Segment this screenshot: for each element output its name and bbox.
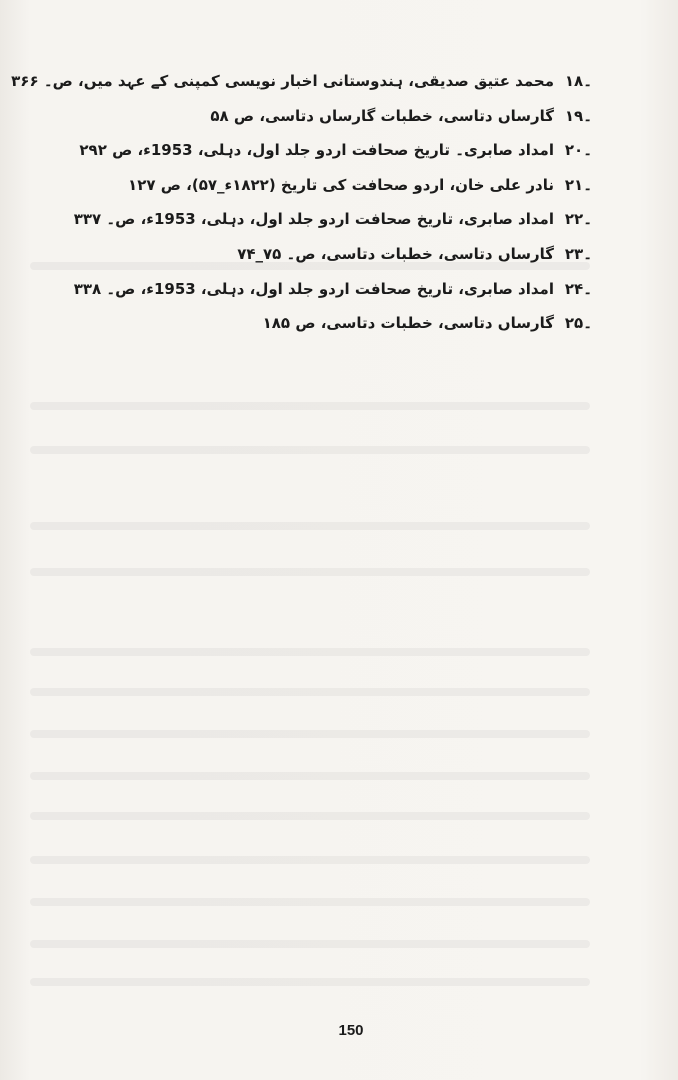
endnote-number: ۲۴۔ — [564, 279, 592, 298]
show-through-line — [30, 648, 590, 656]
endnote-item — [72, 314, 592, 349]
endnote-text: امداد صابری، تاریخ صحافت اردو جلد اول، دہلی، 1953ء، ص۔ ۳۳۸ — [73, 279, 554, 298]
show-through-line — [30, 522, 590, 530]
show-through-line — [30, 812, 590, 820]
endnote-text: امداد صابری، تاریخ صحافت اردو جلد اول، دہلی، 1953ء، ص۔ ۳۳۷ — [73, 210, 554, 229]
endnote-text: گارساں دتاسی، خطبات گارساں دتاسی، ص ۵۸ — [210, 106, 554, 125]
endnote-text: گارساں دتاسی، خطبات دتاسی، ص۔ ۷۵_۷۴ — [237, 244, 554, 263]
show-through-line — [30, 856, 590, 864]
endnote-number: ۲۵۔ — [564, 314, 592, 333]
endnote-text: امداد صابری۔ تاریخ صحافت اردو جلد اول، دہلی، 1953ء، ص ۲۹۲ — [79, 141, 554, 160]
endnote-text: نادر علی خان، اردو صحافت کی تاریخ (۱۸۲۲ء_۵۷)، ص ۱۲۷ — [128, 175, 554, 194]
show-through-line — [30, 568, 590, 576]
endnotes-list — [11, 72, 592, 349]
endnote-item — [72, 280, 592, 315]
endnote-number: ۲۳۔ — [564, 244, 592, 263]
show-through-line — [30, 940, 590, 948]
endnote-number: ۲۱۔ — [564, 175, 592, 194]
endnote-number: ۱۹۔ — [564, 106, 592, 125]
endnote-item — [72, 107, 592, 142]
endnote-number: ۱۸۔ — [564, 72, 592, 90]
show-through-line — [30, 402, 590, 410]
show-through-line — [30, 898, 590, 906]
endnote-item — [72, 176, 592, 211]
show-through-line — [30, 730, 590, 738]
endnote-number: ۲۰۔ — [564, 141, 592, 160]
show-through-line — [30, 978, 590, 986]
endnote-number: ۲۲۔ — [564, 210, 592, 229]
show-through-line — [30, 688, 590, 696]
show-through-line — [30, 446, 590, 454]
show-through-line — [30, 772, 590, 780]
endnote-text: محمد عتیق صدیقی، ہندوستانی اخبار نویسی کمپنی کے عہد میں، ص۔ ۳۶۶ — [11, 72, 554, 90]
page-number: 150 — [338, 1022, 364, 1039]
endnote-item — [72, 210, 592, 245]
endnote-item — [72, 141, 592, 176]
endnote-text: گارساں دتاسی، خطبات دتاسی، ص ۱۸۵ — [262, 314, 554, 333]
endnote-item — [72, 245, 592, 280]
endnote-item — [11, 72, 592, 107]
